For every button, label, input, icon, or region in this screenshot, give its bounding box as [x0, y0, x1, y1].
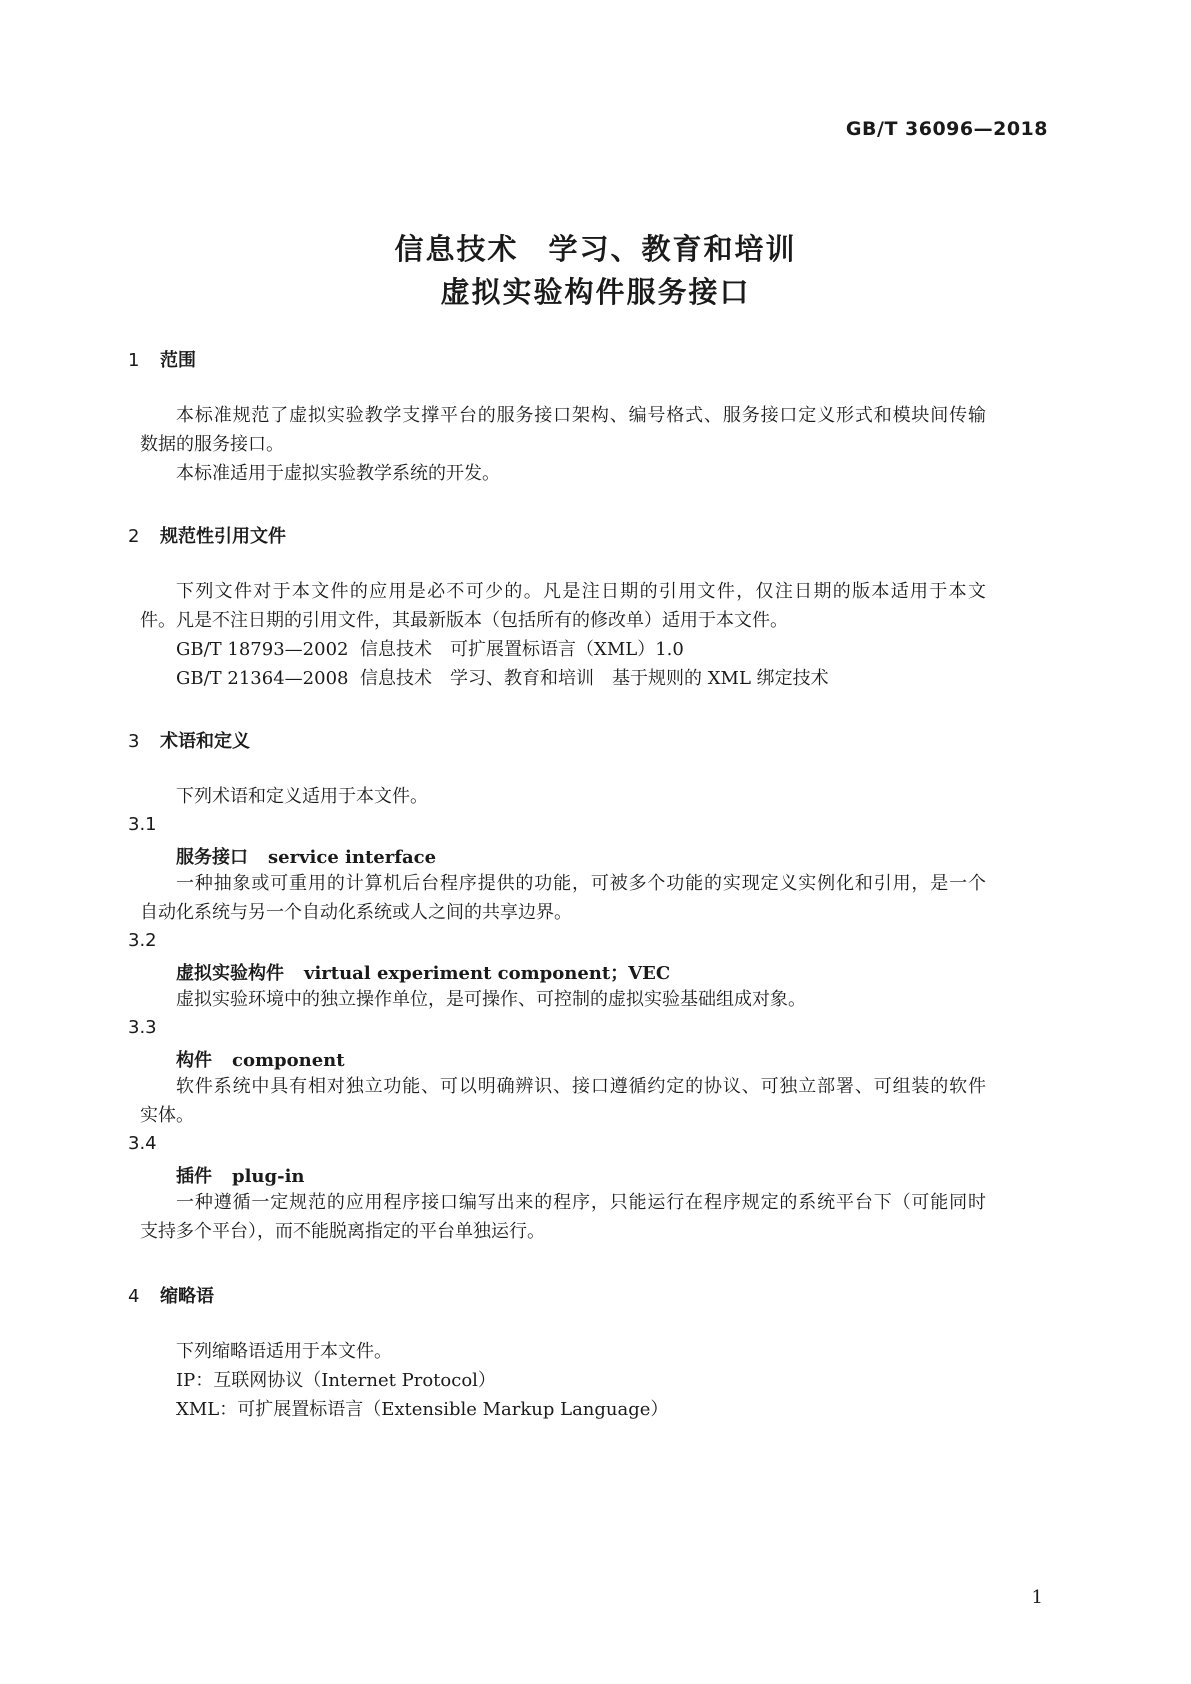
- term-english: plug-in: [232, 1166, 305, 1187]
- term-definition-line2: 自动化系统与另一个自动化系统或人之间的共享边界。: [140, 902, 572, 923]
- title-part2: 学习、教育和培训: [548, 232, 797, 266]
- section-1-heading: [128, 346, 196, 372]
- section-2-para1-line2: 件。凡是不注日期的引用文件，其最新版本（包括所有的修改单）适用于本文件。: [140, 610, 788, 631]
- term-definition-line1: 一种遵循一定规范的应用程序接口编写出来的程序，只能运行在程序规定的系统平台下（可能同时: [176, 1192, 986, 1213]
- reference-code: GB/T 18793—2002: [176, 639, 349, 660]
- section-3-heading: [128, 727, 250, 753]
- term-definition-line1: 一种抽象或可重用的计算机后台程序提供的功能，可被多个功能的实现定义实例化和引用，是一个: [176, 873, 986, 894]
- abbreviation-item: XML：可扩展置标语言（Extensible Markup Language）: [176, 1399, 669, 1420]
- term-definition-line1: 虚拟实验环境中的独立操作单位，是可操作、可控制的虚拟实验基础组成对象。: [176, 989, 806, 1010]
- section-1-para2: 本标准适用于虚拟实验教学系统的开发。: [176, 463, 500, 484]
- term-chinese: 服务接口: [176, 847, 248, 868]
- section-4-intro: 下列缩略语适用于本文件。: [176, 1341, 392, 1362]
- term-heading: [176, 1046, 345, 1072]
- term-number: 3.3: [128, 1017, 157, 1038]
- term-definition-line1: 软件系统中具有相对独立功能、可以明确辨识、接口遵循约定的协议、可独立部署、可组装的软件: [176, 1076, 986, 1097]
- reference-title: 可扩展置标语言（XML）1.0: [450, 639, 684, 660]
- term-number: 3.4: [128, 1133, 157, 1154]
- reference-title: 学习、教育和培训: [450, 668, 594, 689]
- section-title: 术语和定义: [160, 731, 250, 752]
- term-heading: [176, 843, 436, 869]
- document-title-line1: [0, 227, 1191, 268]
- section-number: 4: [128, 1286, 140, 1307]
- document-title-line2: 虚拟实验构件服务接口: [440, 275, 751, 309]
- reference-title: 基于规则的 XML 绑定技术: [612, 668, 829, 689]
- standard-number: GB/T 36096—2018: [845, 118, 1048, 140]
- term-english: service interface: [268, 847, 437, 868]
- section-number: 3: [128, 731, 140, 752]
- abbreviation-item: IP：互联网协议（Internet Protocol）: [176, 1370, 496, 1391]
- normative-reference: [176, 667, 829, 691]
- title-part1: 信息技术: [394, 232, 519, 266]
- normative-reference: [176, 638, 684, 662]
- term-chinese: 虚拟实验构件: [176, 963, 284, 984]
- section-title: 范围: [160, 350, 196, 371]
- term-english: component: [232, 1050, 345, 1071]
- section-title: 规范性引用文件: [160, 526, 286, 547]
- section-4-heading: [128, 1282, 214, 1308]
- section-1-para1-line2: 数据的服务接口。: [140, 434, 284, 455]
- page-number: 1: [1031, 1587, 1043, 1608]
- term-heading: [176, 1162, 305, 1188]
- section-number: 1: [128, 350, 140, 371]
- reference-title: 信息技术: [360, 639, 432, 660]
- section-2-heading: [128, 522, 286, 548]
- term-heading: [176, 959, 670, 985]
- term-chinese: 插件: [176, 1166, 212, 1187]
- reference-code: GB/T 21364—2008: [176, 668, 349, 689]
- term-number: 3.1: [128, 814, 157, 835]
- section-title: 缩略语: [160, 1286, 214, 1307]
- section-1-para1-line1: 本标准规范了虚拟实验教学支撑平台的服务接口架构、编号格式、服务接口定义形式和模块间传输: [176, 405, 986, 426]
- section-3-intro: 下列术语和定义适用于本文件。: [176, 786, 428, 807]
- term-english: virtual experiment component；VEC: [304, 963, 671, 984]
- section-number: 2: [128, 526, 140, 547]
- section-2-para1-line1: 下列文件对于本文件的应用是必不可少的。凡是注日期的引用文件，仅注日期的版本适用于本文: [176, 581, 986, 602]
- term-number: 3.2: [128, 930, 157, 951]
- term-definition-line2: 支持多个平台），而不能脱离指定的平台单独运行。: [140, 1221, 545, 1242]
- term-chinese: 构件: [176, 1050, 212, 1071]
- reference-title: 信息技术: [360, 668, 432, 689]
- term-definition-line2: 实体。: [140, 1105, 194, 1126]
